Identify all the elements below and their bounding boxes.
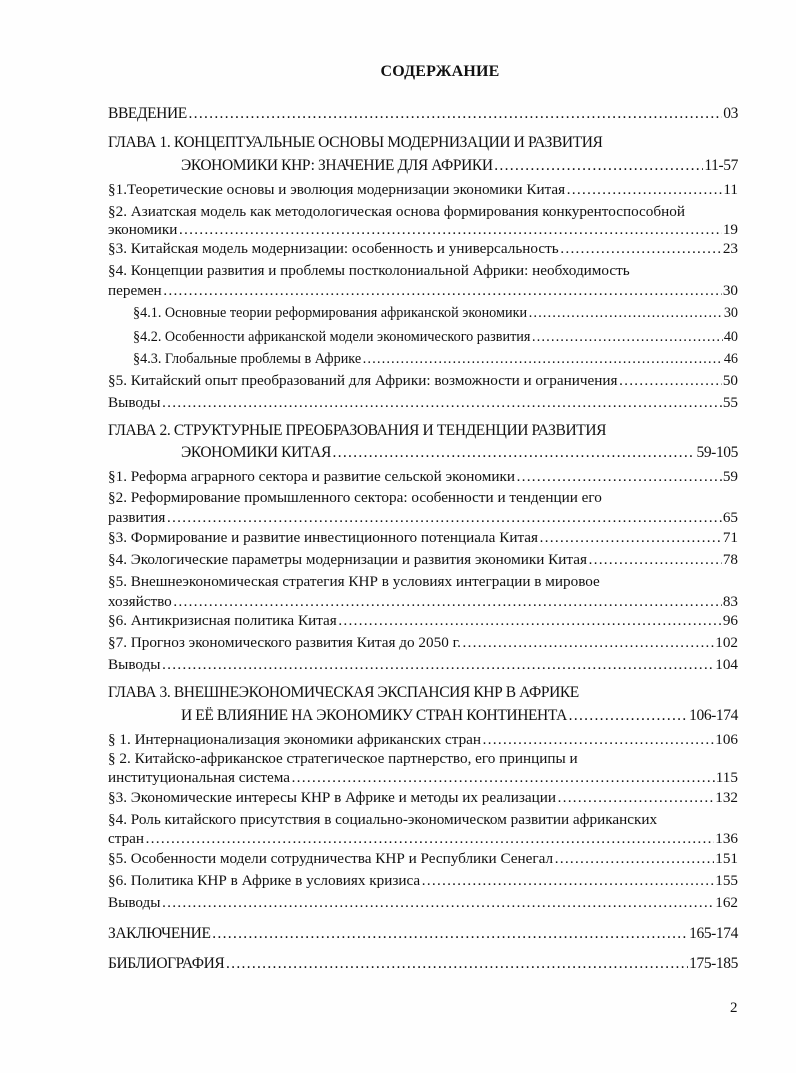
toc-entry-label: ЭКОНОМИКИ КИТАЯ <box>181 444 331 461</box>
toc-entry-ch3-s5[interactable] <box>108 850 738 868</box>
toc-entry-label: стран <box>108 830 145 847</box>
toc-entry-ch1-conclusions[interactable] <box>108 394 738 412</box>
toc-entry-ch2-s4[interactable] <box>108 551 738 569</box>
toc-entry-ch3-s6[interactable] <box>108 872 738 890</box>
toc-page-number: 55 <box>722 394 738 411</box>
toc-entry-ch2-s2-line1[interactable]: §2. Реформирование промышленного сектора: особенности и тенденции его <box>108 489 602 506</box>
leader-dots <box>421 872 714 890</box>
leader-dots <box>494 157 704 175</box>
leader-dots <box>516 468 722 486</box>
leader-dots <box>173 593 722 611</box>
toc-entry-label: §3. Экономические интересы КНР в Африке и методы их реализации <box>108 789 556 806</box>
toc-page-number: 104 <box>715 656 738 673</box>
toc-page-number: 59-105 <box>696 444 738 461</box>
toc-page-number: 106-174 <box>689 707 738 724</box>
toc-entry-label: институциональная система <box>108 769 291 786</box>
toc-page-number: 132 <box>715 789 738 806</box>
leader-dots <box>178 221 721 239</box>
leader-dots <box>162 894 715 912</box>
page-number: 2 <box>730 1000 738 1016</box>
toc-entry-ch1-s3[interactable] <box>108 240 738 258</box>
toc-entry-ch1-s4-3[interactable] <box>133 350 738 368</box>
toc-page-number: 40 <box>723 329 738 345</box>
leader-dots <box>462 634 714 652</box>
leader-dots <box>162 394 722 412</box>
toc-entry-ch1-s4-1[interactable] <box>133 304 738 322</box>
toc-page-number: 155 <box>715 872 738 889</box>
toc-entry-ch1-s1[interactable] <box>108 181 738 199</box>
chapter-2-heading-line2[interactable] <box>181 444 738 462</box>
toc-entry-label: развития <box>108 509 166 526</box>
toc-page-number: 50 <box>722 372 738 389</box>
toc-entry-ch2-s3[interactable] <box>108 529 738 547</box>
toc-entry-label: §5. Китайский опыт преобразований для Африки: возможности и ограничения <box>108 372 618 389</box>
chapter-3-heading-line1[interactable]: ГЛАВА 3. ВНЕШНЕЭКОНОМИЧЕСКАЯ ЭКСПАНСИЯ КНР В АФРИКЕ <box>108 684 579 701</box>
leader-dots <box>531 328 722 346</box>
toc-page-number: 102 <box>715 634 738 651</box>
toc-entry-ch3-s4-line1[interactable]: §4. Роль китайского присутствия в социально-экономическом развитии африканских <box>108 811 658 828</box>
leader-dots <box>618 372 721 390</box>
toc-page-number: 96 <box>722 612 738 629</box>
toc-page-number: 30 <box>722 282 738 299</box>
toc-entry-ch2-s5[interactable] <box>108 593 738 611</box>
chapter-1-heading-line1[interactable]: ГЛАВА 1. КОНЦЕПТУАЛЬНЫЕ ОСНОВЫ МОДЕРНИЗАЦИИ И РАЗВИТИЯ <box>108 134 603 151</box>
toc-entry-bibliography[interactable] <box>108 955 738 973</box>
toc-entry-label: БИБЛИОГРАФИЯ <box>108 955 225 972</box>
toc-page-number: 162 <box>715 894 738 911</box>
toc-entry-ch3-conclusions[interactable] <box>108 894 738 912</box>
toc-entry-conclusion[interactable] <box>108 925 738 943</box>
toc-entry-label: перемен <box>108 282 162 299</box>
toc-page-number: 78 <box>722 551 738 568</box>
toc-entry-label: §4.2. Особенности африканской модели экономического развития <box>133 329 531 345</box>
toc-entry-label: §6. Антикризисная политика Китая <box>108 612 337 629</box>
leader-dots <box>566 181 722 199</box>
toc-page-number: 46 <box>723 351 738 367</box>
toc-entry-ch3-s1[interactable] <box>108 731 738 749</box>
toc-entry-label: §1.Теоретические основы и эволюция модернизации экономики Китая <box>108 181 566 198</box>
leader-dots <box>528 304 723 322</box>
toc-page-number: 106 <box>715 731 738 748</box>
toc-entry-label: Выводы <box>108 394 161 411</box>
leader-dots <box>291 769 715 787</box>
toc-page-number: 59 <box>722 468 738 485</box>
leader-dots <box>568 707 688 725</box>
toc-entry-label: §4.3. Глобальные проблемы в Африке <box>133 351 362 367</box>
toc-entry-ch1-s5[interactable] <box>108 372 738 390</box>
toc-entry-intro[interactable] <box>108 105 738 123</box>
toc-entry-label: Выводы <box>108 894 161 911</box>
toc-entry-label: ЭКОНОМИКИ КНР: ЗНАЧЕНИЕ ДЛЯ АФРИКИ <box>181 157 493 174</box>
toc-entry-ch2-s7[interactable] <box>108 634 738 652</box>
leader-dots <box>212 925 689 943</box>
toc-page-number: 115 <box>715 769 738 786</box>
chapter-1-heading-line2[interactable] <box>181 157 738 175</box>
toc-entry-label: §4. Экологические параметры модернизации и развития экономики Китая <box>108 551 587 568</box>
toc-entry-ch3-s2[interactable] <box>108 769 738 787</box>
toc-page-number: 65 <box>722 509 738 526</box>
toc-page-number: 30 <box>723 305 738 321</box>
toc-page-number: 136 <box>715 830 738 847</box>
leader-dots <box>482 731 714 749</box>
toc-entry-label: §3. Формирование и развитие инвестиционного потенциала Китая <box>108 529 539 546</box>
toc-entry-ch2-s2[interactable] <box>108 509 738 527</box>
toc-entry-label: хозяйство <box>108 593 172 610</box>
toc-page-number: 83 <box>722 593 738 610</box>
toc-entry-ch2-s6[interactable] <box>108 612 738 630</box>
toc-entry-label: §7. Прогноз экономического развития Китая до 2050 г. <box>108 634 461 651</box>
toc-entry-ch2-conclusions[interactable] <box>108 656 738 674</box>
leader-dots <box>554 850 714 868</box>
page-title: СОДЕРЖАНИЕ <box>380 63 500 80</box>
leader-dots <box>145 830 714 848</box>
toc-entry-ch1-s4[interactable] <box>108 282 738 300</box>
leader-dots <box>163 282 722 300</box>
toc-entry-ch3-s2-line1[interactable]: § 2. Китайско-африканское стратегическое партнерство, его принципы и <box>108 750 578 767</box>
toc-entry-ch2-s5-line1[interactable]: §5. Внешнеэкономическая стратегия КНР в условиях интеграции в мировое <box>108 573 600 590</box>
toc-entry-label: §3. Китайская модель модернизации: особенность и универсальность <box>108 240 559 257</box>
toc-entry-label: экономики <box>108 221 178 238</box>
toc-page-number: 19 <box>722 221 738 238</box>
leader-dots <box>166 509 721 527</box>
leader-dots <box>557 789 714 807</box>
toc-entry-ch1-s4-line1[interactable]: §4. Концепции развития и проблемы постколониальной Африки: необходимость <box>108 262 630 279</box>
leader-dots <box>362 350 723 368</box>
toc-page-number: 165-174 <box>689 925 738 942</box>
leader-dots <box>225 955 688 973</box>
toc-entry-ch3-s4[interactable] <box>108 830 738 848</box>
chapter-2-heading-line1[interactable]: ГЛАВА 2. СТРУКТУРНЫЕ ПРЕОБРАЗОВАНИЯ И ТЕНДЕНЦИИ РАЗВИТИЯ <box>108 422 607 439</box>
toc-entry-ch2-s1[interactable] <box>108 468 738 486</box>
toc-entry-label: §4.1. Основные теории реформирования африканской экономики <box>133 305 528 321</box>
toc-entry-label: Выводы <box>108 656 161 673</box>
toc-page-number: 175-185 <box>689 955 738 972</box>
toc-entry-label: §6. Политика КНР в Африке в условиях кризиса <box>108 872 421 889</box>
toc-page-number: 11-57 <box>704 157 738 174</box>
leader-dots <box>560 240 722 258</box>
toc-entry-ch1-s2[interactable] <box>108 221 738 239</box>
toc-page-number: 23 <box>722 240 738 257</box>
leader-dots <box>588 551 722 569</box>
leader-dots <box>332 444 696 462</box>
toc-entry-label: §5. Особенности модели сотрудничества КНР и Республики Сенегал <box>108 850 554 867</box>
toc-page-number: 151 <box>715 850 738 867</box>
chapter-3-heading-line2[interactable] <box>181 707 738 725</box>
toc-page-number: 71 <box>722 529 738 546</box>
leader-dots <box>338 612 722 630</box>
toc-page-number: 03 <box>723 105 738 122</box>
leader-dots <box>188 105 722 123</box>
leader-dots <box>162 656 715 674</box>
toc-entry-ch1-s2-line1[interactable]: §2. Азиатская модель как методологическая основа формирования конкурентоспособной <box>108 203 685 220</box>
toc-entry-label: И ЕЁ ВЛИЯНИЕ НА ЭКОНОМИКУ СТРАН КОНТИНЕНТА <box>181 707 567 724</box>
toc-entry-ch1-s4-2[interactable] <box>133 328 738 346</box>
toc-entry-label: §1. Реформа аграрного сектора и развитие сельской экономики <box>108 468 515 485</box>
leader-dots <box>539 529 722 547</box>
toc-entry-label: ЗАКЛЮЧЕНИЕ <box>108 925 211 942</box>
toc-entry-label: § 1. Интернационализация экономики африканских стран <box>108 731 482 748</box>
toc-page-number: 11 <box>723 181 738 198</box>
toc-entry-ch3-s3[interactable] <box>108 789 738 807</box>
toc-entry-label: ВВЕДЕНИЕ <box>108 105 187 122</box>
